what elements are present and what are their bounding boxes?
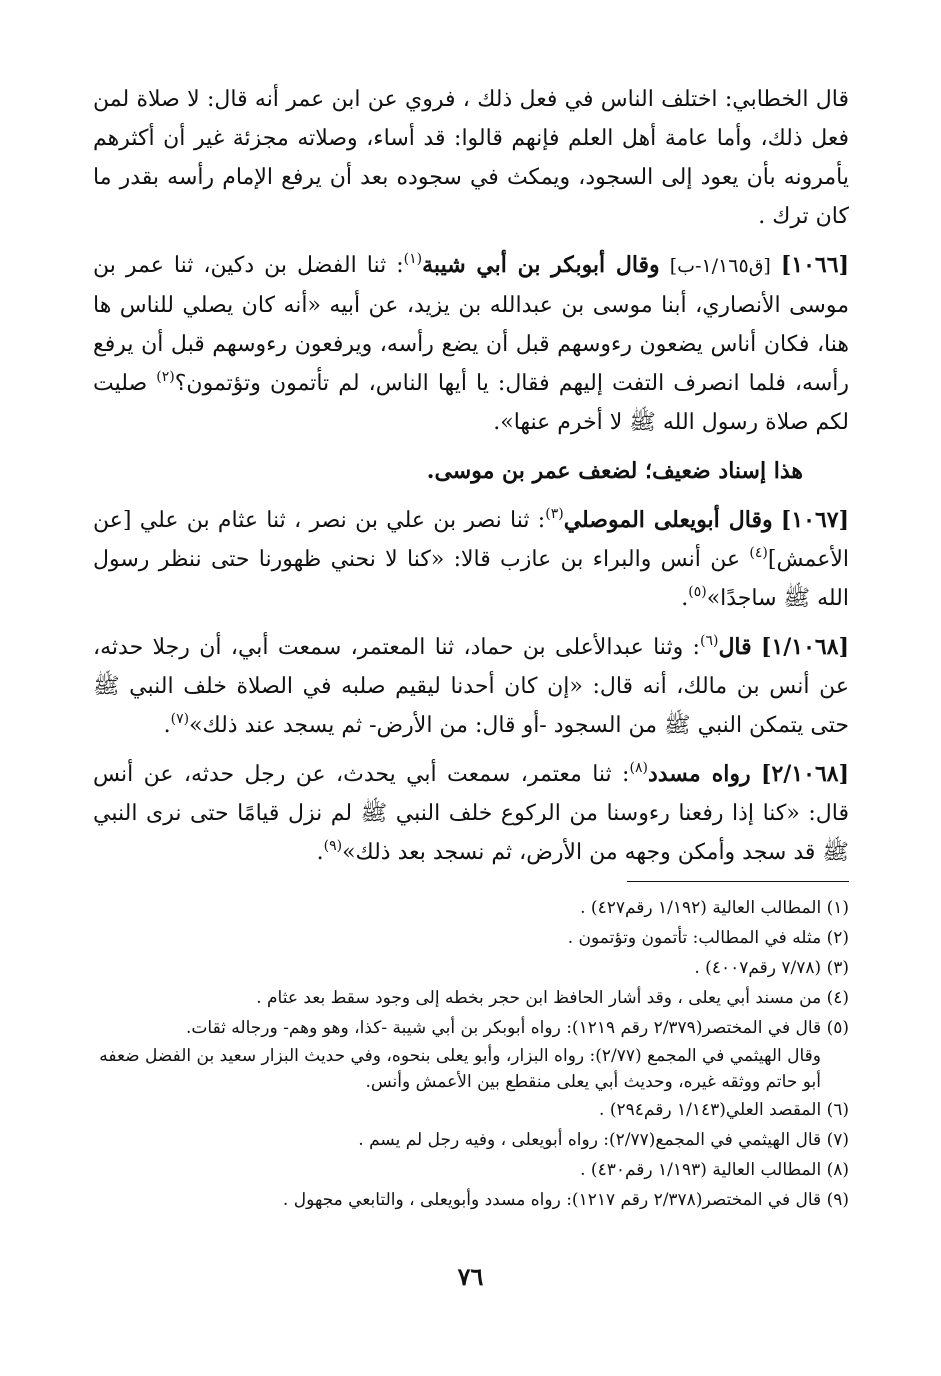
footnote-marker[interactable]: (٦) [699,633,719,649]
hadith-1067 [93,501,849,618]
hadith-1066 [93,246,849,442]
hadith-text: : ثنا معتمر، سمعت أبي يحدث، عن رجل حدثه، عن أنس قال: «كنا إذا رفعنا رءوسنا من الركوع خلف النبي ﷺ لم نزل قيامًا حتى نرى النبي ﷺ قد سجد وأمكن وجهه من الأرض، ثم نسجد بعد ذلك» [93,762,849,865]
isnad-assessment: هذا إسناد ضعيف؛ لضعف عمر بن موسى. [426,458,803,484]
footnotes [93,893,849,1215]
narrator: قال [718,634,752,660]
hadith-text: عن أنس والبراء بن عازب قالا: «كنا لا نحني ظهورنا حتى ننظر رسول الله ﷺ ساجدًا» [93,547,849,611]
manuscript-ref: [ق١/١٦٥-ب] [669,255,771,277]
footnote-5: (٥) قال في المختصر(٢/٣٧٩ رقم ١٢١٩): رواه أبوبكر بن أبي شيبة -كذا، وهو وهم- ورجاله ثقات. [185,1018,849,1038]
narrator: وقال أبويعلى الموصلي [563,507,773,533]
narrator: وقال أبوبكر بن أبي شيبة [422,252,660,278]
footnote-7: (٧) قال الهيثمي في المجمع(٢/٧٧): رواه أبويعلى ، وفيه رجل لم يسم . [358,1130,849,1150]
hadith-number: [١٠٦٦] [780,252,849,278]
page-number: ٧٦ [457,1262,484,1291]
footnote-marker[interactable]: (٩) [323,838,343,854]
footnote-marker[interactable]: (٢) [156,369,175,385]
footnote-3: (٣) (٧/٧٨ رقم٤٠٠٧) . [694,958,849,978]
hadith-number: [١٠٦٧] [780,507,849,533]
footnote-marker[interactable]: (٨) [629,760,648,776]
paragraph-khattabi: قال الخطابي: اختلف الناس في فعل ذلك ، فروي عن ابن عمر أنه قال: لا صلاة لمن فعل ذلك، وأما عامة أهل العلم فإنهم قالوا: قد أساء، وصلاته مجزئة غير أن أكثرهم يأمرونه بأن يعود إلى السجود، ويمكث في سجوده بعد أن يرفع الإمام رأسه بقدر ما كان ترك . [93,87,849,229]
footnote-marker[interactable]: (٤) [749,545,768,561]
end-mark: . [681,586,689,611]
footnote-8: (٨) المطالب العالية (١/١٩٣ رقم٤٣٠) . [580,1160,849,1180]
footnote-1: (١) المطالب العالية (١/١٩٢ رقم٤٢٧) . [580,898,849,918]
hadith-1068-1 [93,628,849,745]
footnote-divider [627,881,849,882]
hadith-number: [٢/١٠٦٨] [761,761,849,787]
footnote-6: (٦) المقصد العلي(١/١٤٣ رقم٢٩٤) . [599,1100,849,1120]
hadith-text: : ثنا نصر بن علي بن نصر ، ثنا عثام بن علي [عن الأعمش] [93,508,849,572]
hadith-text: : وثنا عبدالأعلى بن حماد، ثنا المعتمر، سمعت أبي، أن رجلا حدثه، عن أنس بن مالك، أنه قال: «إن كان أحدنا ليقيم صلبه في الصلاة خلف النبي ﷺ حتى يتمكن النبي ﷺ من السجود -أو قال: من الأرض- ثم يسجد عند ذلك» [93,635,849,738]
end-mark: . [316,840,324,865]
hadith-text: صليت لكم صلاة رسول الله ﷺ لا أخرم عنها». [93,371,849,435]
narrator: رواه مسدد [647,761,751,787]
footnote-9: (٩) قال في المختصر(٢/٣٧٨ رقم ١٢١٧): رواه مسدد وأبويعلى ، والتابعي مجهول . [282,1190,849,1210]
hadith-text: : ثنا الفضل بن دكين، ثنا عمر بن موسى الأنصاري، أبنا موسى بن عبدالله بن يزيد، عن أبيه «أنه كان يصلي للناس ها هنا، فكان أناس يضعون رءوسهم قبل أن يضع رأسه، ويرفعون رءوسهم قبل أن يرفع رأسه، فلما انصرف التفت إليهم فقال: يا أيها الناس، لم تأتمون وتؤتمون؟ [93,253,849,396]
footnote-marker[interactable]: (١) [403,251,423,267]
footnote-marker[interactable]: (٧) [170,711,190,727]
main-text [93,80,849,882]
footnote-2: (٢) مثله في المطالب: تأتمون وتؤتمون . [567,928,849,948]
hadith-1068-2 [93,755,849,872]
footnote-marker[interactable]: (٣) [545,506,564,522]
footnote-4: (٤) من مسند أبي يعلى ، وقد أشار الحافظ ابن حجر بخطه إلى وجود سقط بعد عثام . [256,988,849,1008]
footnote-marker[interactable]: (٥) [688,584,707,600]
end-mark: . [163,713,171,738]
hadith-number: [١/١٠٦٨] [761,634,849,660]
footnote-5-continuation: وقال الهيثمي في المجمع (٢/٧٧): رواه البزار، وأبو يعلى بنحوه، وفي حديث البزار سعيد بن الفضل ضعفه أبو حاتم ووثقه غيره، وحديث أبي يعلى منقطع بين الأعمش وأنس. [99,1046,821,1092]
